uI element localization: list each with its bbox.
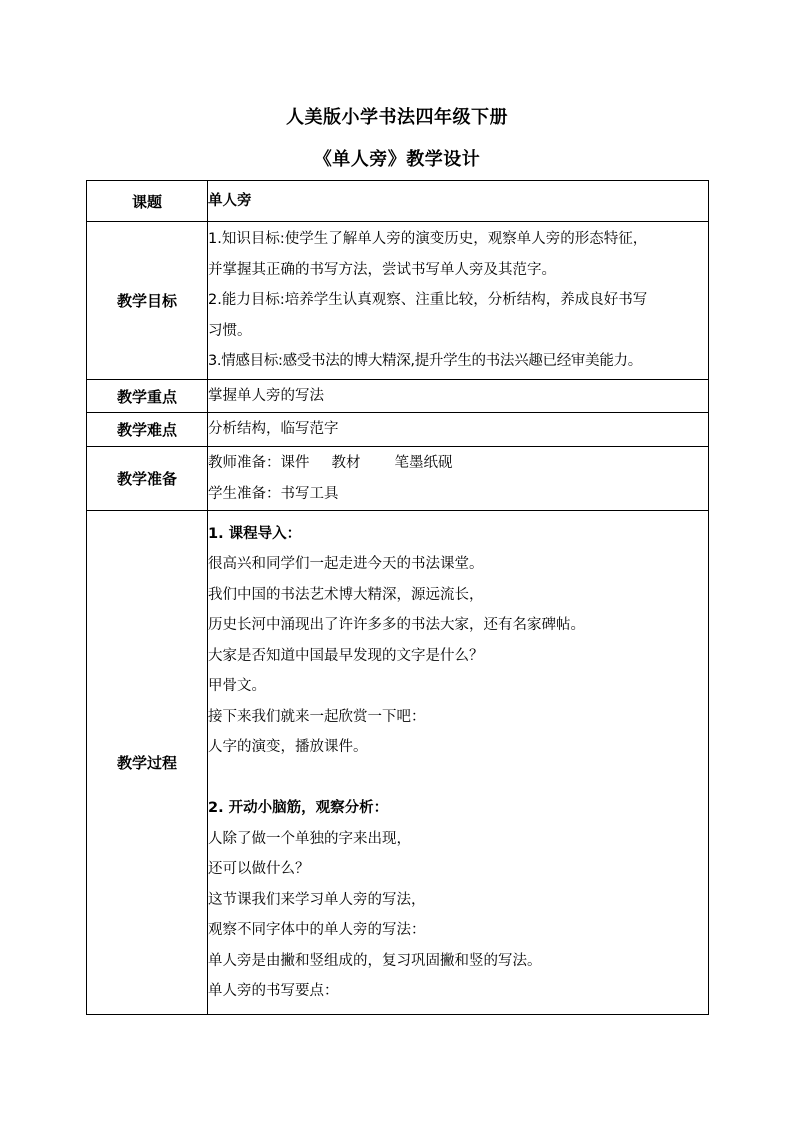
process-line: 人除了做一个单独的字来出现，: [208, 830, 411, 847]
row-difficulty: [87, 413, 709, 447]
teacher-prefix: 教师准备：: [208, 455, 281, 471]
process-line: 这节课我们来学习单人旁的写法，: [208, 891, 426, 908]
goal-line: 3.情感目标:感受书法的博大精深,提升学生的书法兴趣已经审美能力。: [208, 353, 642, 370]
value-topic: [208, 181, 709, 222]
label-topic: 课题: [87, 181, 208, 222]
topic-text: 单人旁: [208, 192, 252, 209]
row-key-point: [87, 380, 709, 413]
value-difficulty: [208, 413, 709, 447]
row-topic: [87, 181, 709, 222]
value-process: [208, 511, 709, 1015]
difficulty-text: 分析结构，临写范字: [208, 421, 339, 438]
label-process: 教学过程: [87, 511, 208, 1015]
teacher-item: 教材: [331, 455, 361, 471]
process-line: 历史长河中涌现出了许许多多的书法大家，还有名家碑帖。: [208, 617, 585, 633]
process-line: 还可以做什么？: [208, 861, 310, 877]
student-preparation: 学生准备：书写工具: [208, 485, 339, 502]
goal-line: 2.能力目标:培养学生认真观察、注重比较，分析结构，养成良好书写: [208, 292, 648, 309]
row-goals: [87, 222, 709, 380]
process-line: 甲骨文。: [208, 678, 266, 694]
teacher-item: 课件: [280, 455, 310, 471]
teacher-preparation: [208, 448, 708, 479]
section-heading: 1. 课程导入：: [208, 525, 302, 542]
document-title: 人美版小学书法四年级下册: [286, 107, 508, 128]
label-difficulty: 教学难点: [87, 413, 208, 447]
goal-line: 习惯。: [208, 322, 252, 339]
process-line: 人字的演变，播放课件。: [208, 739, 368, 755]
row-preparation: [87, 447, 709, 511]
key-point-text: 掌握单人旁的写法: [208, 387, 324, 404]
process-line: 单人旁的书写要点：: [208, 983, 339, 999]
goal-line: 1.知识目标:使学生了解单人旁的演变历史，观察单人旁的形态特征，: [208, 231, 648, 248]
process-line: 大家是否知道中国最早发现的文字是什么？: [208, 647, 484, 664]
value-preparation: [208, 447, 709, 511]
process-line: 很高兴和同学们一起走进今天的书法课堂。: [208, 556, 484, 572]
document-subtitle: 《单人旁》教学设计: [313, 149, 481, 170]
process-line: 单人旁是由撇和竖组成的，复习巩固撇和竖的写法。: [208, 952, 542, 969]
blank-line: [208, 763, 708, 794]
teacher-item: 笔墨纸砚: [394, 455, 453, 471]
value-goals: [208, 222, 709, 380]
label-preparation: 教学准备: [87, 447, 208, 511]
label-key-point: 教学重点: [87, 380, 208, 413]
process-line: 接下来我们就来一起欣赏一下吧：: [208, 708, 426, 725]
label-goals: 教学目标: [87, 222, 208, 380]
section-heading: 2. 开动小脑筋，观察分析：: [208, 800, 389, 816]
lesson-plan-table: [86, 180, 709, 1015]
value-key-point: [208, 380, 709, 413]
goal-line: 并掌握其正确的书写方法，尝试书写单人旁及其范字。: [208, 261, 556, 278]
row-process: [87, 511, 709, 1015]
process-line: 观察不同字体中的单人旁的写法：: [208, 922, 426, 938]
process-line: 我们中国的书法艺术博大精深，源远流长，: [208, 586, 484, 603]
